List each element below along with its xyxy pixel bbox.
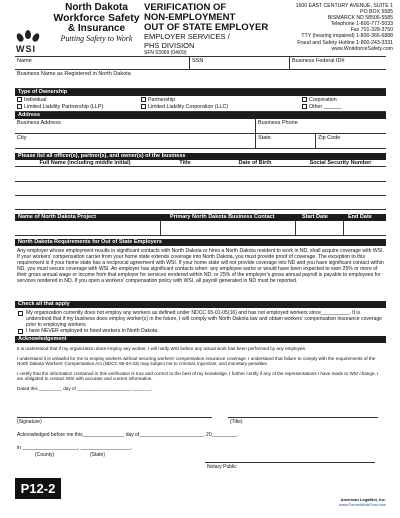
name-field[interactable]: Name [17,58,32,64]
officer-row[interactable] [15,182,386,196]
llc-option[interactable]: Limited Liability Corporation (LLC) [141,104,228,110]
form-title: VERIFICATION OF NON-EMPLOYMENT OUT OF STATE EMPLOYER EMPLOYER SERVICES / PHS DIVISION SFN 53069 (04/09) [144,3,284,57]
checkbox[interactable] [302,104,307,109]
business-address-field[interactable]: Business Address [17,120,61,126]
never-employed-option[interactable]: I have NEVER employed or hired workers in North Dakota. [17,328,384,334]
business-name-field[interactable]: Business Name as Registered in North Dakota [17,71,131,77]
business-phone-field[interactable]: Business Phone [255,119,386,133]
state-label: (State) [90,452,106,458]
form-header [13,3,393,59]
title-label: (Title) [230,419,243,425]
project-name-field[interactable] [15,221,160,235]
individual-option[interactable]: Individual [17,97,46,103]
checkbox[interactable] [302,97,307,102]
county-label: (County) [35,452,55,458]
officers-header: Please list all officer(s), partner(s), and owner(s) of the business [15,153,386,160]
ack-p2: I understand it is unlawful for me to employ workers without securing workers' compensation insurance coverage. I understand that failure to comply with the requirements of the North Dakota Workers' Compensation Act (NDCC 65-04-33) may subject me to criminal, injunctive, and monetary penalties. [17,355,376,367]
project-row [15,221,386,236]
not-employing-option[interactable]: My organization currently does not employ any workers as defined under NDCC 65-01-05(16) and has not employed workers since__________. It is understood that if my business does employ worker(s) in the future, I will comply with North Dakota law and obtain workers' compensation insurance coverage prior to employing workers [17,310,384,328]
signature-label: (Signature) [17,419,42,425]
checkbox[interactable] [17,97,22,102]
checkbox[interactable] [141,97,146,102]
requirements-header: North Dakota Requirements for Out of State Employers [15,239,386,246]
county-state-line[interactable]: in ____________________, __________________. [17,445,133,451]
notary-line[interactable] [205,462,375,463]
name-row [15,56,386,70]
logo-text: WSI [16,44,36,54]
other-option[interactable]: Other ______ [302,104,341,110]
checkbox[interactable] [18,311,23,316]
acknowledged-line[interactable]: Acknowledged before me this_______________ day of_______________________, 20_________. [17,432,239,438]
officer-row[interactable] [15,196,386,210]
agency-address: 1600 EAST CENTURY AVENUE, SUITE 1 PO BOX 5585 BISMARCK ND 58506-5585 Telephone 1-800-777-5033 Fax 701-328-3750 TTY (hearing impaired) 1-800-366-6888 Fraud and Safety Hotline 1-800-243-3331 www.WorkforceSafety.com [295,3,393,52]
state-field[interactable]: State [255,134,315,148]
ack-header: Acknowledgement [15,336,386,343]
city-row [15,134,386,149]
form-code-badge: P12-2 [15,478,61,499]
checkbox[interactable] [141,104,146,109]
ssn-field[interactable]: SSN [189,57,289,69]
vendor-credit: American LegalNet, Inc. www.FormsWorkFlow.com [338,497,386,507]
organization-name: North Dakota Workforce Safety & Insurance Putting Safety to Work [44,3,149,44]
checkbox[interactable] [18,329,23,334]
ack-p1: It is understood that if my organization does employ any worker, I will notify WSI before any actual work has been performed by any employee. [17,346,307,351]
fein-field[interactable]: Business Federal ID# [289,57,386,69]
partnership-option[interactable]: Partnership [141,97,175,103]
ownership-header: Type of Ownership [15,89,386,96]
form-body [15,56,386,394]
tagline: Putting Safety to Work [60,34,133,43]
sfn-number: SFN 53069 (04/09) [144,50,187,56]
wsi-logo-icon [17,30,39,44]
requirements-text: Any employer whose employment results in significant contacts with North Dakota or hires a North Dakota resident to work in ND, shall acquire coverage with WSI. If your workers' compensation carrier from your home state extends coverage into North Dakota, you must provide proof of coverage. The exception to this requirement is if your home state has a reciprocal agreement with WSI. If your home state will not provide coverage into ND and you have significant contact within ND, you must secure coverage with WSI. An employer has significant contacts when: any employee earns or would have been expected to earn 25% or more of their gross annual wage or income from that employer for services rendered within ND; or 25% of the employer's gross annual payroll is payable to employees for services rendered in ND. If you open a workers' compensation policy with WSI, all payroll generated in ND must be reported. [17,248,384,285]
contact-field[interactable] [160,221,295,235]
corporation-option[interactable]: Corporation [302,97,337,103]
title-line[interactable] [228,417,378,418]
dated-line[interactable]: Dated this _________ day of _____________________, _______. [17,385,153,391]
llp-option[interactable]: Limited Liability Partnership (LLP) [17,104,103,110]
notary-label: Notary Public [207,464,237,470]
check-options [15,308,386,336]
project-header: Name of North Dakota Project Primary North Dakota Business Contact Start Date End Date [15,214,386,221]
business-name-row [15,70,386,89]
city-field[interactable]: City [17,135,27,141]
zip-field[interactable]: Zip Code [315,134,386,148]
officer-row[interactable] [15,167,386,182]
checkbox[interactable] [17,104,22,109]
check-header: Check all that apply [15,301,386,308]
address-row [15,119,386,134]
signature-line[interactable] [17,417,212,418]
ownership-options [15,96,386,112]
start-date-field[interactable] [295,221,343,235]
end-date-field[interactable] [343,221,386,235]
address-header: Address [15,112,386,119]
ack-p3: I certify that the information contained in this verification is true and correct to the best of my knowledge. I further certify if any of the representations I have made to WSI change, I am obligated to contact WSI with accurate and current information. [17,370,379,382]
officers-columns: Full Name (including middle initial) Title Date of Birth Social Security Number [15,160,386,167]
